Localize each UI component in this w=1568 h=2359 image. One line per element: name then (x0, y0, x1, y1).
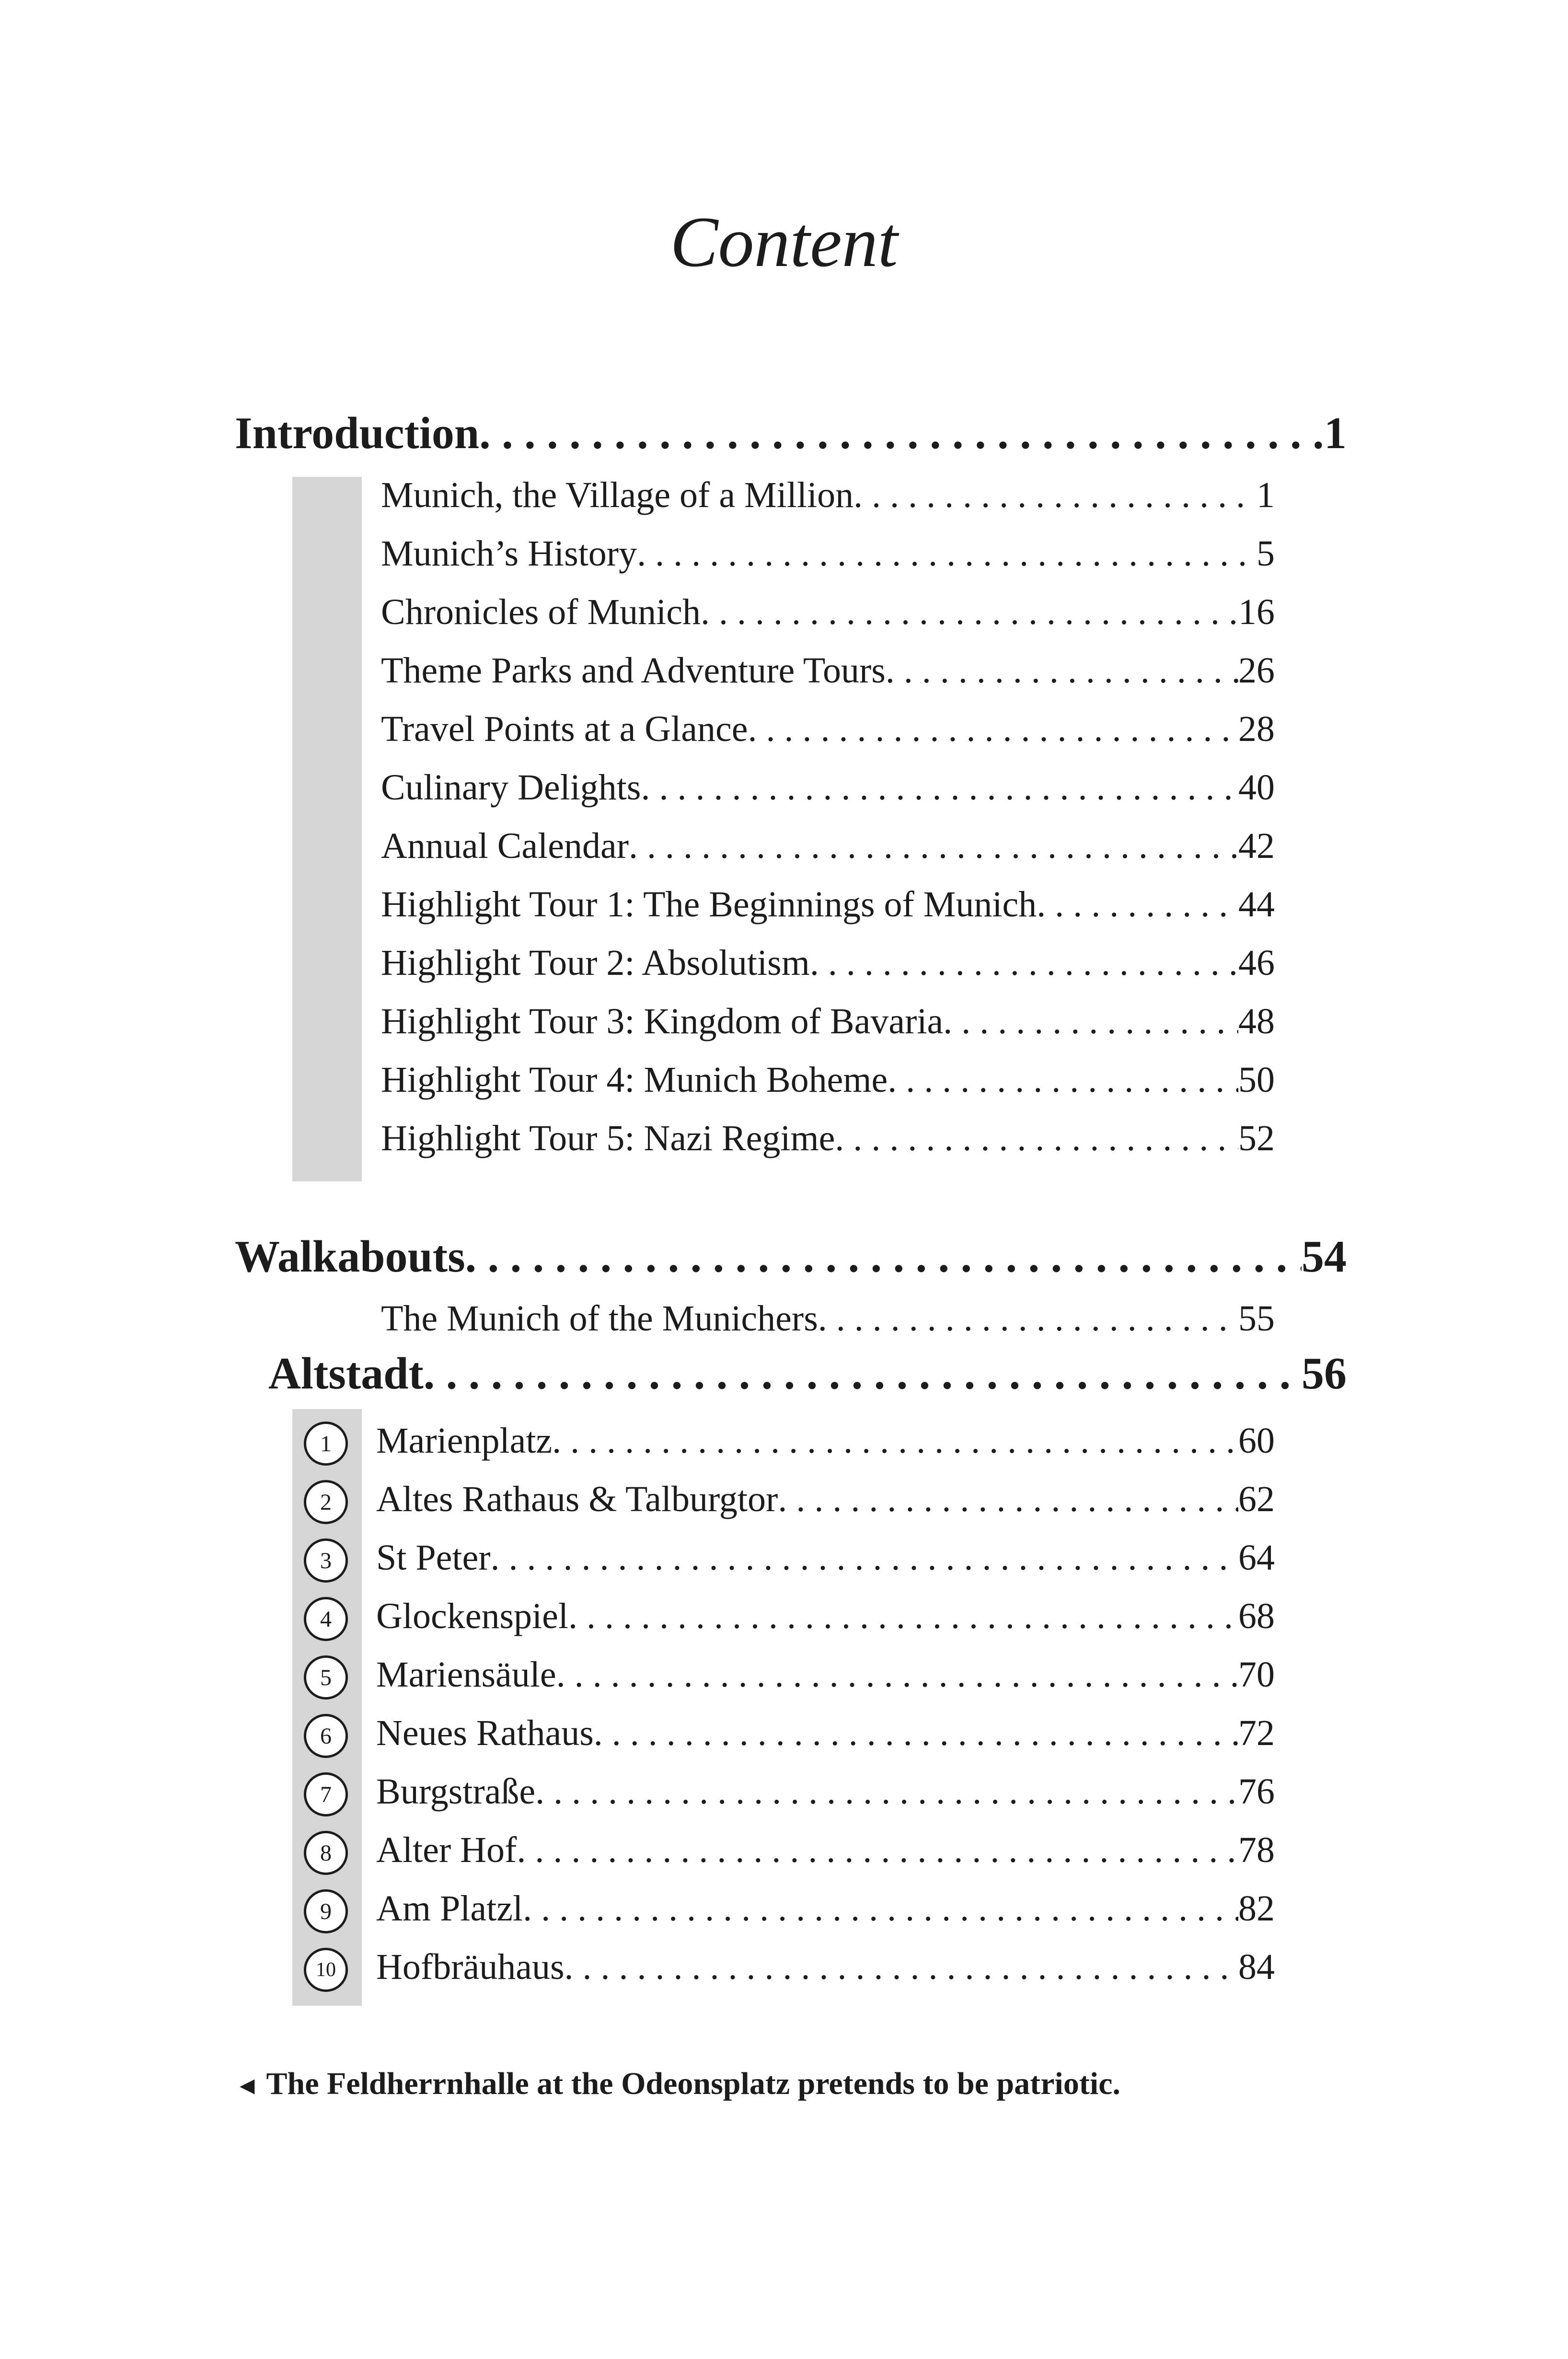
toc-entry[interactable] (381, 942, 1275, 984)
dot-leader (629, 825, 1238, 867)
toc-entry-page: 62 (1238, 1479, 1275, 1519)
dot-leader (552, 1420, 1238, 1462)
dot-leader (424, 1348, 1302, 1399)
toc-entry[interactable] (381, 1059, 1275, 1101)
toc-entry-label: Munich’s History (381, 533, 637, 574)
stop-number-badge: 4 (304, 1597, 348, 1641)
toc-subheading-altstadt[interactable] (268, 1348, 1347, 1399)
toc-entry[interactable] (381, 591, 1275, 633)
toc-entry[interactable] (376, 1596, 1275, 1637)
stop-number-badge: 10 (304, 1948, 348, 1992)
toc-entry-label: Highlight Tour 2: Absolutism (381, 943, 810, 983)
toc-entry-page: 5 (1257, 533, 1275, 574)
toc-entry-page: 26 (1238, 650, 1275, 691)
toc-heading-label: Walkabouts (235, 1232, 465, 1282)
toc-entry-label: Alter Hof (376, 1830, 517, 1870)
dot-leader (491, 1537, 1238, 1579)
dot-leader (818, 1298, 1238, 1340)
toc-entry-page: 64 (1238, 1538, 1275, 1578)
stop-number-badge: 5 (304, 1655, 348, 1700)
toc-entry[interactable] (381, 884, 1275, 925)
toc-entry-page: 78 (1238, 1830, 1275, 1870)
toc-entry-label: Annual Calendar (381, 826, 629, 866)
toc-entry-label: Chronicles of Munich (381, 592, 701, 632)
left-arrow-icon: ◄ (235, 2072, 260, 2100)
toc-entry-page: 48 (1238, 1001, 1275, 1041)
toc-entry[interactable] (376, 1888, 1275, 1930)
toc-entry[interactable] (381, 1001, 1275, 1042)
section-sidebar-bar (292, 477, 362, 1181)
dot-leader (465, 1231, 1302, 1283)
toc-entry[interactable] (381, 825, 1275, 867)
stop-number-badge: 6 (304, 1714, 348, 1758)
toc-entry-label: The Munich of the Munichers (381, 1298, 818, 1339)
stop-number-badge: 7 (304, 1772, 348, 1816)
dot-leader (517, 1829, 1238, 1871)
toc-entry[interactable] (376, 1420, 1275, 1462)
toc-entry[interactable] (376, 1946, 1275, 1988)
stop-number-badge: 8 (304, 1831, 348, 1875)
dot-leader (535, 1771, 1238, 1813)
toc-entry[interactable] (381, 1118, 1275, 1159)
toc-entry-label: Highlight Tour 4: Munich Boheme (381, 1060, 888, 1100)
toc-entry-label: Neues Rathaus (376, 1713, 594, 1753)
toc-entry-page: 16 (1238, 592, 1275, 632)
toc-entry[interactable] (381, 708, 1275, 750)
dot-leader (1037, 884, 1238, 925)
toc-entry-page: 46 (1238, 943, 1275, 983)
toc-heading-walkabouts[interactable] (235, 1231, 1347, 1283)
toc-entry-label: Glockenspiel (376, 1596, 569, 1636)
dot-leader (523, 1888, 1238, 1930)
dot-leader (778, 1479, 1238, 1520)
toc-entry-page: 50 (1238, 1060, 1275, 1100)
dot-leader (886, 650, 1238, 692)
photo-caption (235, 2066, 1120, 2102)
toc-entry-label: Highlight Tour 3: Kingdom of Bavaria (381, 1001, 944, 1041)
toc-entry-page: 1 (1257, 475, 1275, 515)
toc-entry[interactable] (376, 1712, 1275, 1754)
dot-leader (748, 708, 1239, 750)
dot-leader (853, 474, 1257, 516)
dot-leader (835, 1118, 1238, 1159)
toc-entry-page: 72 (1238, 1713, 1275, 1753)
toc-entry-label: Mariensäule (376, 1654, 556, 1695)
toc-entry-label: Altes Rathaus & Talburgtor (376, 1479, 778, 1519)
toc-entry[interactable] (381, 474, 1275, 516)
toc-entry[interactable] (376, 1654, 1275, 1696)
dot-leader (565, 1946, 1238, 1988)
toc-entry[interactable] (376, 1771, 1275, 1813)
dot-leader (479, 407, 1324, 459)
dot-leader (637, 533, 1257, 575)
toc-entry[interactable] (376, 1829, 1275, 1871)
toc-entry-page: 40 (1238, 767, 1275, 808)
toc-entry-label: Am Platzl (376, 1888, 523, 1929)
stop-number-badge: 2 (304, 1480, 348, 1524)
toc-heading-page: 54 (1302, 1232, 1347, 1282)
dot-leader (888, 1059, 1238, 1101)
toc-subheading-page: 56 (1302, 1349, 1347, 1399)
dot-leader (568, 1596, 1238, 1637)
toc-entry-label: Culinary Delights (381, 767, 641, 808)
toc-entry-page: 28 (1238, 709, 1275, 749)
stop-number-badge: 9 (304, 1889, 348, 1933)
stop-number-badge: 3 (304, 1538, 348, 1583)
caption-text: The Feldherrnhalle at the Odeonsplatz pretends to be patriotic. (266, 2066, 1120, 2101)
toc-entry-label: Hofbräuhaus (376, 1947, 565, 1987)
toc-entry-page: 70 (1238, 1654, 1275, 1695)
toc-entry[interactable] (376, 1537, 1275, 1579)
dot-leader (594, 1712, 1238, 1754)
toc-entry-label: Munich, the Village of a Million (381, 475, 854, 515)
toc-entry-label: Highlight Tour 1: The Beginnings of Munich (381, 884, 1037, 925)
toc-entry-page: 60 (1238, 1421, 1275, 1461)
toc-entry[interactable] (381, 533, 1275, 575)
toc-entry[interactable] (381, 1298, 1275, 1340)
toc-entry-label: Marienplatz (376, 1421, 553, 1461)
toc-entry[interactable] (376, 1479, 1275, 1520)
toc-entry[interactable] (381, 767, 1275, 809)
toc-entry-label: Highlight Tour 5: Nazi Regime (381, 1118, 835, 1158)
toc-entry-label: Burgstraße (376, 1771, 536, 1812)
toc-heading-label: Introduction (235, 408, 480, 458)
dot-leader (556, 1654, 1238, 1696)
toc-entry-page: 76 (1238, 1771, 1275, 1812)
dot-leader (943, 1001, 1238, 1042)
toc-heading-page: 1 (1324, 408, 1347, 458)
dot-leader (810, 942, 1238, 984)
toc-entry-page: 82 (1238, 1888, 1275, 1929)
toc-entry-page: 55 (1238, 1298, 1275, 1339)
toc-entry-page: 42 (1238, 826, 1275, 866)
dot-leader (641, 767, 1238, 809)
page-title: Content (670, 202, 898, 282)
toc-entry-label: Theme Parks and Adventure Tours (381, 650, 886, 691)
toc-entry[interactable] (381, 650, 1275, 692)
toc-heading-introduction[interactable] (235, 407, 1347, 459)
toc-entry-page: 52 (1238, 1118, 1275, 1158)
toc-entry-page: 44 (1238, 884, 1275, 925)
toc-entry-page: 68 (1238, 1596, 1275, 1636)
toc-subheading-label: Altstadt (268, 1349, 424, 1399)
toc-entry-label: St Peter (376, 1538, 491, 1578)
dot-leader (701, 591, 1238, 633)
toc-entry-label: Travel Points at a Glance (381, 709, 748, 749)
stop-number-badge: 1 (304, 1422, 348, 1466)
toc-entry-page: 84 (1238, 1947, 1275, 1987)
